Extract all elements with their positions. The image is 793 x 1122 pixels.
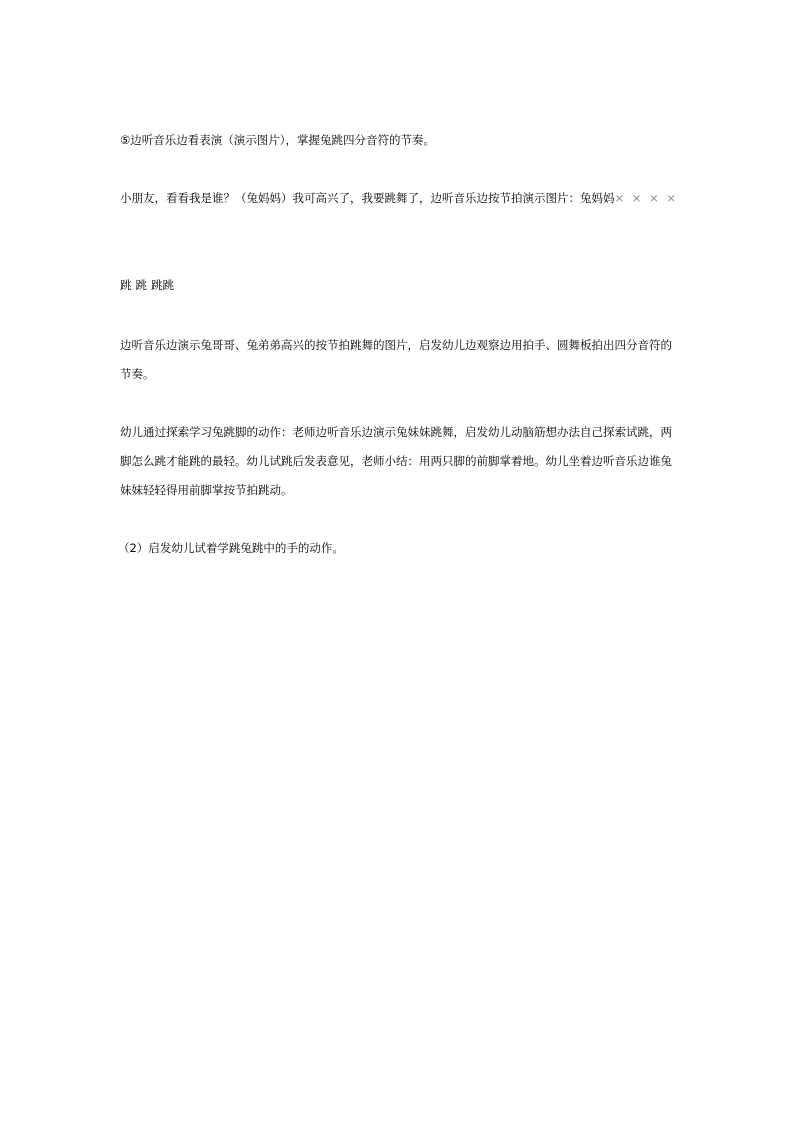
jump-word-3: 跳跳 — [151, 278, 174, 292]
paragraph-hand-movements: （2）启发幼儿试着学跳兔跳中的手的动作。 — [118, 541, 344, 555]
beat-marks: × × × × — [614, 191, 679, 205]
paragraph-explore-feet: 幼儿通过探索学习兔跳脚的动作：老师边听音乐边演示兔妹妹跳舞，启发幼儿动脑筋想办法自己探索试跳，两脚怎么跳才能跳的最轻。幼儿试跳后发表意见，老师小结：用两只脚的前脚掌着地。幼儿坐着边听音乐边谁兔妹妹轻轻得用前脚掌按节拍跳动。 — [120, 425, 672, 497]
paragraph-rabbit-brothers: 边听音乐边演示兔哥哥、兔弟弟高兴的按节拍跳舞的图片，启发幼儿边观察边用拍手、圆舞板拍出四分音符的节奏。 — [120, 338, 672, 381]
jump-word-1: 跳 — [120, 278, 132, 292]
paragraph-jump-rhythm — [120, 271, 680, 300]
paragraph-rabbit-mother-text: 小朋友，看看我是谁？（兔妈妈）我可高兴了，我要跳舞了，边听音乐边按节拍演示图片：兔妈妈 — [120, 191, 615, 205]
jump-word-2: 跳 — [135, 278, 147, 292]
paragraph-rabbit-mother — [120, 184, 680, 213]
paragraph-step-5: ⑤边听音乐边看表演（演示图片），掌握兔跳四分音符的节奏。 — [120, 133, 436, 147]
